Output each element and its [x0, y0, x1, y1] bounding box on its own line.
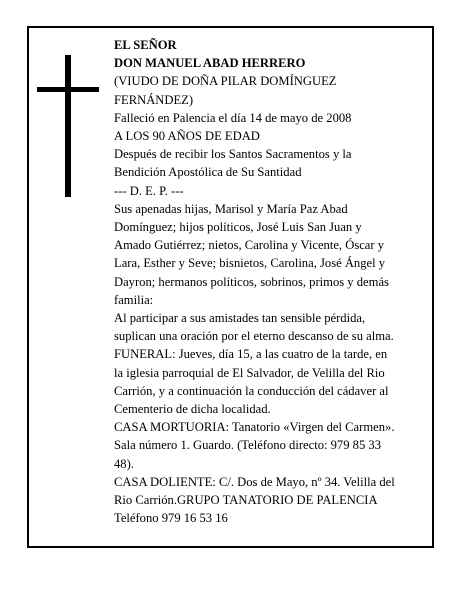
family-line: Sus apenadas hijas, Marisol y María Paz Abad — [114, 201, 348, 216]
family-line: familia: — [114, 292, 154, 307]
death-date-line: Falleció en Palencia el día 14 de mayo de 2008 — [114, 110, 352, 125]
rip-line: --- D. E. P. --- — [114, 183, 184, 198]
age-line: A LOS 90 AÑOS DE EDAD — [114, 129, 260, 144]
mortuary-line: 48). — [114, 456, 134, 471]
funeral-line: FUNERAL: Jueves, día 15, a las cuatro de la tarde, en — [114, 347, 388, 362]
mortuary-line: Sala número 1. Guardo. (Teléfono directo: 979 85 33 — [114, 438, 382, 453]
funeral-line: Carrión, y a continuación la conducción del cádaver al — [114, 383, 389, 398]
request-line: Al participar a sus amistades tan sensible pérdida, — [114, 311, 366, 326]
phone-line: Teléfono 979 16 53 16 — [114, 511, 228, 526]
cross-icon — [37, 55, 99, 197]
widower-note-cont: FERNÁNDEZ) — [114, 92, 194, 107]
cross-horizontal-bar — [37, 87, 99, 92]
request-line: suplican una oración por el eterno descanso de su alma. — [114, 329, 394, 344]
funeral-line: la iglesia parroquial de El Salvador, de Velilla del Rio — [114, 365, 385, 380]
obituary-text — [114, 36, 424, 527]
sacraments-line-cont: Bendición Apostólica de Su Santidad — [114, 165, 302, 180]
mourning-house-line: Rio Carrión.GRUPO TANATORIO DE PALENCIA — [114, 493, 378, 508]
sacraments-line: Después de recibir los Santos Sacramentos y la — [114, 147, 352, 162]
deceased-name: DON MANUEL ABAD HERRERO — [114, 56, 306, 71]
family-line: Amado Gutiérrez; nietos, Carolina y Vicente, Óscar y — [114, 238, 385, 253]
mourning-house-line: CASA DOLIENTE: C/. Dos de Mayo, nº 34. Velilla del — [114, 474, 395, 489]
mortuary-line: CASA MORTUORIA: Tanatorio «Virgen del Carmen». — [114, 420, 395, 435]
family-line: Domínguez; hijos políticos, José Luis San Juan y — [114, 220, 362, 235]
deceased-title: EL SEÑOR — [114, 38, 177, 52]
cross-vertical-bar — [65, 55, 71, 197]
widower-note: (VIUDO DE DOÑA PILAR DOMÍNGUEZ — [114, 74, 337, 89]
family-line: Dayron; hermanos políticos, sobrinos, primos y demás — [114, 274, 389, 289]
family-line: Lara, Esther y Seve; bisnietos, Carolina, José Ángel y — [114, 256, 386, 271]
funeral-line: Cementerio de dicha localidad. — [114, 402, 271, 417]
